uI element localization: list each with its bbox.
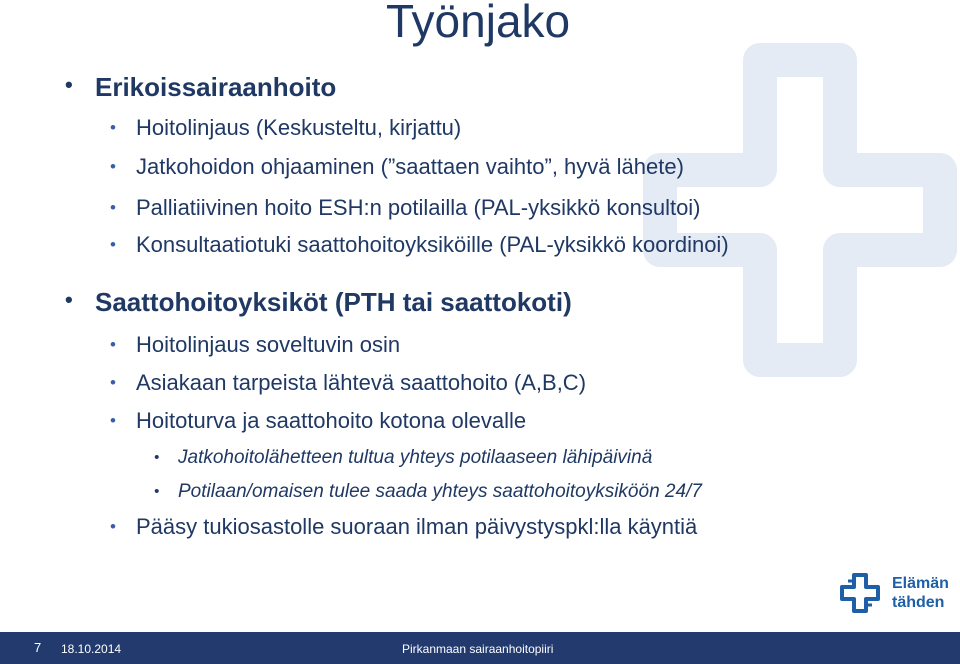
outline-item: • Palliatiivinen hoito ESH:n potilailla (PAL-yksikkö konsultoi) [110, 195, 701, 220]
bullet-icon: • [110, 411, 116, 430]
outline-item: • Hoitoturva ja saattohoito kotona olevalle [110, 408, 527, 433]
outline-item: • Jatkohoidon ohjaaminen (”saattaen vaihto”, hyvä lähete) [110, 154, 684, 179]
outline-item: • Hoitolinjaus (Keskusteltu, kirjattu) [110, 115, 462, 140]
slide-title: Työnjako [386, 0, 571, 47]
outline-item: • Asiakaan tarpeista lähtevä saattohoito (A,B,C) [110, 370, 587, 395]
logo-text: Elämän tähden [892, 575, 949, 611]
outline-item: • Erikoissairaanhoito [65, 72, 337, 102]
footer-organization: Pirkanmaan sairaanhoitopiiri [402, 642, 554, 656]
footer-date: 18.10.2014 [61, 642, 122, 656]
footer-bar [0, 632, 960, 664]
bullet-icon: • [110, 118, 116, 137]
outline-item: • Pääsy tukiosastolle suoraan ilman päivystyspkl:lla käyntiä [110, 514, 698, 539]
bullet-icon: • [110, 373, 116, 392]
bullet-icon: • [154, 483, 160, 500]
bullet-icon: • [110, 335, 116, 354]
bullet-icon: • [110, 198, 116, 217]
outline-item: • Saattohoitoyksiköt (PTH tai saattokoti) [65, 287, 572, 317]
page-number: 7 [34, 640, 42, 655]
bullet-icon: • [65, 72, 73, 97]
bullet-icon: • [154, 449, 160, 466]
bullet-icon: • [110, 157, 116, 176]
bullet-icon: • [110, 517, 116, 536]
outline-item: • Potilaan/omaisen tulee saada yhteys saattohoitoyksiköön 24/7 [154, 481, 702, 502]
outline-item: • Konsultaatiotuki saattohoitoyksiköille (PAL-yksikkö koordinoi) [110, 232, 729, 257]
outline-item: • Jatkohoitolähetteen tultua yhteys potilaaseen lähipäivinä [154, 447, 653, 468]
bullet-icon: • [65, 287, 73, 312]
bullet-icon: • [110, 235, 116, 254]
outline-item: • Hoitolinjaus soveltuvin osin [110, 332, 401, 357]
